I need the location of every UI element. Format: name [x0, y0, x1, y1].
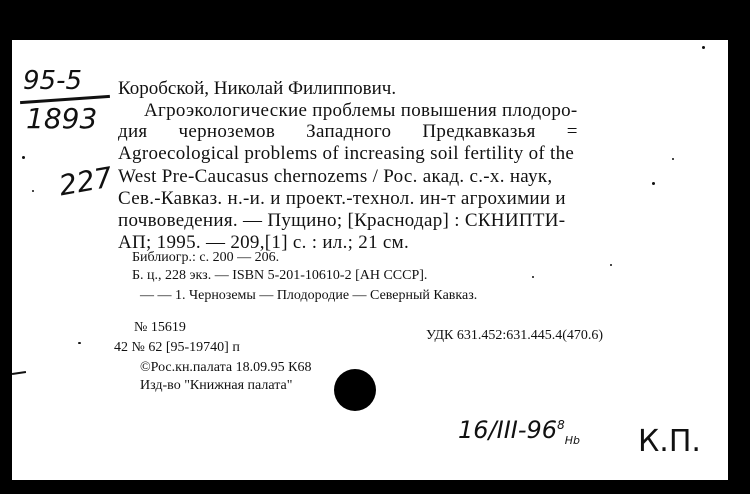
catalog-card — [12, 40, 728, 480]
date-superscript: 8 — [557, 418, 565, 432]
scan-speck — [532, 276, 534, 278]
date-text: 16/III-96 — [458, 416, 558, 444]
entry-line: 42 № 62 [95-19740] п — [114, 340, 240, 355]
registry-number: № 15619 — [134, 320, 186, 335]
description-line-4: West Pre-Caucasus chernozems / Рос. акад. с.-х. наук, — [118, 166, 553, 187]
description-text: Агроэкологические проблемы повышения плодоро- — [144, 100, 578, 121]
publisher-line: Изд-во "Книжная палата" — [140, 378, 293, 393]
margin-note: 227 — [56, 160, 115, 203]
handwritten-date — [458, 416, 580, 447]
description-line-2: дия черноземов Западного Предкавказья = — [118, 121, 578, 142]
call-number-bottom: 1893 — [26, 102, 98, 135]
scan-speck — [78, 342, 81, 344]
author-heading: Коробской, Николай Филиппович. — [118, 78, 397, 99]
subjects-note: — — 1. Черноземы — Плодородие — Северный Кавказ. — [140, 288, 478, 303]
description-line-3: Agroecological problems of increasing soil fertility of the — [118, 143, 575, 164]
hole-punch — [334, 369, 376, 411]
date-subscript: Hb — [564, 433, 580, 447]
bibliography-note: Библиогр.: с. 200 — 206. — [132, 250, 280, 265]
description-line-7: АП; 1995. — 209,[1] с. : ил.; 21 см. — [118, 232, 410, 253]
description-line-1 — [144, 100, 676, 122]
description-line-6: почвоведения. — Пущино; [Краснодар] : СКНИПТИ- — [118, 210, 566, 231]
scan-speck — [652, 182, 655, 185]
scan-speck — [702, 46, 705, 49]
handwritten-initials: К.П. — [638, 424, 701, 459]
call-number-top: 95-5 — [23, 66, 83, 96]
description-line-5: Сев.-Кавказ. н.-и. и проект.-технол. ин-т агрохимии и — [118, 188, 566, 209]
scan-speck — [22, 156, 25, 159]
scan-speck — [32, 190, 34, 192]
scan-speck — [672, 158, 674, 160]
scan-speck — [610, 264, 612, 266]
scan-mark — [12, 371, 26, 375]
chamber-line: ©Рос.кн.палата 18.09.95 К68 — [140, 360, 312, 375]
udk-code: УДК 631.452:631.445.4(470.6) — [426, 328, 604, 343]
price-isbn-note: Б. ц., 228 экз. — ISBN 5-201-10610-2 [АН СССР]. — [132, 268, 428, 283]
